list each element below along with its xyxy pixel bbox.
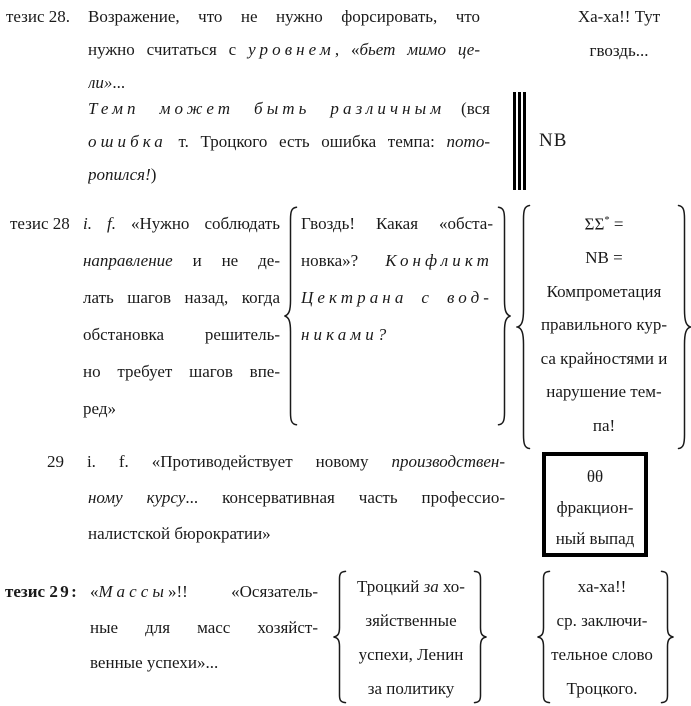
text-segment: ные для масс хозяйст- (90, 617, 318, 637)
text-segment: бьет мимо це- (359, 40, 480, 59)
thesis-29-comment-column (350, 570, 472, 706)
text-line (533, 204, 675, 241)
thesis-28if-label: тезис 28 (10, 214, 70, 233)
text-segment: и не де- (172, 251, 280, 270)
text-line (533, 241, 675, 275)
thesis-29-note-column (546, 570, 658, 706)
text-line (301, 205, 493, 242)
text-segment: са крайностями и (540, 348, 668, 368)
text-segment: θθ (586, 467, 604, 486)
text-segment: ) (150, 165, 157, 184)
text-segment: успехи, Ленин (358, 645, 464, 664)
curly-brace-left-icon (332, 570, 348, 704)
text-line (533, 375, 675, 409)
text-segment: Цектрана с вод- (301, 288, 493, 307)
text-segment: но требует шагов впе- (83, 362, 280, 381)
text-segment: « (90, 582, 99, 601)
emphasis-bar (513, 92, 516, 190)
thesis-29-label (5, 574, 79, 610)
text-segment: никами? (301, 325, 391, 344)
text-segment: ропился! (88, 165, 151, 184)
text-segment: ный выпад (555, 529, 635, 548)
text-segment: * (604, 215, 610, 226)
text-line (546, 570, 658, 604)
text-line (560, 0, 678, 34)
text-line (88, 92, 490, 125)
nb-margin-note: NB (539, 130, 568, 151)
text-segment: венные успехи»... (90, 653, 219, 672)
text-segment: NB = (585, 248, 623, 268)
text-line (83, 316, 280, 353)
text-segment: па! (592, 415, 616, 435)
text-segment: хо- (438, 577, 465, 596)
text-line (350, 570, 472, 604)
text-segment: Конфликт (385, 251, 493, 270)
text-line (90, 610, 318, 646)
text-segment: ΣΣ (584, 214, 605, 234)
text-segment: Ха-ха!! Тут (577, 7, 661, 26)
text-line (83, 390, 280, 427)
text-line (533, 308, 675, 342)
text-line (546, 523, 644, 554)
thesis-28-tempo-paragraph (88, 92, 490, 191)
text-segment: Троцкий (357, 577, 424, 596)
boxed-note-fractional-attack (542, 452, 648, 557)
text-segment: за политику (367, 679, 455, 698)
text-segment: уровнем (248, 40, 335, 59)
text-segment: ... консервативная часть профессио- (185, 488, 505, 507)
text-segment: i. f. (83, 214, 116, 233)
text-line (83, 205, 280, 242)
text-segment: 29 i. f. «Противодействует новому (47, 452, 392, 471)
text-line (83, 279, 280, 316)
text-line (546, 604, 658, 638)
text-line (546, 672, 658, 706)
text-line (5, 574, 79, 610)
thesis-28-label: тезис 28. (6, 7, 71, 26)
text-line (560, 34, 678, 68)
text-line (88, 125, 490, 158)
triple-emphasis-bars (513, 92, 526, 190)
text-line (533, 409, 675, 443)
text-line (533, 342, 675, 376)
text-line (546, 638, 658, 672)
text-segment: ха-ха!! (577, 577, 627, 596)
text-segment: направление (83, 251, 173, 270)
text-segment: ... (112, 73, 126, 92)
text-segment: 29: (49, 582, 80, 601)
text-segment: »!! «Осязатель- (167, 582, 318, 601)
text-line (301, 242, 493, 279)
text-segment: = (609, 214, 624, 234)
text-segment: Возражение, что не нужно форсировать, что (88, 7, 480, 26)
text-segment: тельное слово (551, 645, 653, 664)
margin-note-haha (560, 0, 678, 68)
text-line (88, 158, 490, 191)
text-segment: за (423, 577, 439, 596)
text-segment: фракцион- (556, 498, 634, 517)
text-segment: Троцкого. (566, 679, 638, 698)
text-segment: ср. заключи- (556, 611, 648, 630)
emphasis-bar (518, 92, 521, 190)
text-segment: налистской бюрократии» (88, 524, 271, 543)
text-segment: (вся (445, 99, 490, 118)
text-segment: лать шагов назад, когда (83, 288, 280, 307)
text-segment: Темп может быть различным (88, 99, 446, 118)
thesis-29if-paragraph (47, 444, 505, 552)
text-line (90, 574, 318, 610)
text-line (88, 0, 480, 33)
text-segment: ред» (83, 399, 116, 418)
text-line (546, 461, 644, 492)
text-segment: производствен- (391, 452, 505, 471)
text-segment: «Нужно соблюдать (115, 214, 280, 233)
text-segment: нужно считаться с (88, 40, 249, 59)
text-line (83, 242, 280, 279)
thesis-28if-summary-column (533, 204, 675, 442)
curly-brace-right-icon (496, 205, 512, 427)
curly-brace-left-icon (516, 203, 532, 451)
thesis-28if-comment-column (301, 205, 493, 353)
text-segment: ошибка (88, 132, 167, 151)
text-line (301, 316, 493, 353)
text-line (47, 444, 505, 480)
text-segment: ному курсу (88, 488, 186, 507)
text-line (47, 480, 505, 516)
curly-brace-left-icon (283, 205, 299, 427)
text-segment: Массы (98, 582, 168, 601)
thesis-29-quote-column (90, 574, 318, 681)
emphasis-bar (523, 92, 526, 190)
text-segment: правильного кур- (540, 315, 668, 335)
curly-brace-right-icon (676, 203, 691, 451)
text-segment: нарушение тем- (546, 382, 662, 402)
text-segment: зяйственные (365, 611, 457, 630)
text-line (350, 638, 472, 672)
thesis-28if-quote-column (83, 205, 280, 427)
text-segment: пото- (446, 132, 490, 151)
text-line (88, 33, 480, 66)
text-segment: гвоздь... (589, 41, 649, 60)
curly-brace-right-icon (659, 570, 675, 704)
text-segment: новка»? (301, 251, 386, 270)
curly-brace-right-icon (472, 570, 488, 704)
text-line (546, 492, 644, 523)
text-segment: Гвоздь! Какая «обста- (301, 214, 493, 233)
text-segment: Компрометация (546, 281, 662, 301)
text-line (301, 279, 493, 316)
text-line (90, 645, 318, 681)
text-line (533, 275, 675, 309)
text-segment: т. Троцкого есть ошибка темпа: (166, 132, 447, 151)
text-segment: тезис (5, 582, 50, 601)
text-line (83, 353, 280, 390)
text-segment: ли» (88, 73, 113, 92)
text-line (350, 604, 472, 638)
text-line (47, 516, 505, 552)
text-segment: обстановка решитель- (83, 325, 280, 344)
thesis-28-quote-paragraph (88, 0, 480, 99)
text-line (350, 672, 472, 706)
text-segment: , « (334, 40, 360, 59)
